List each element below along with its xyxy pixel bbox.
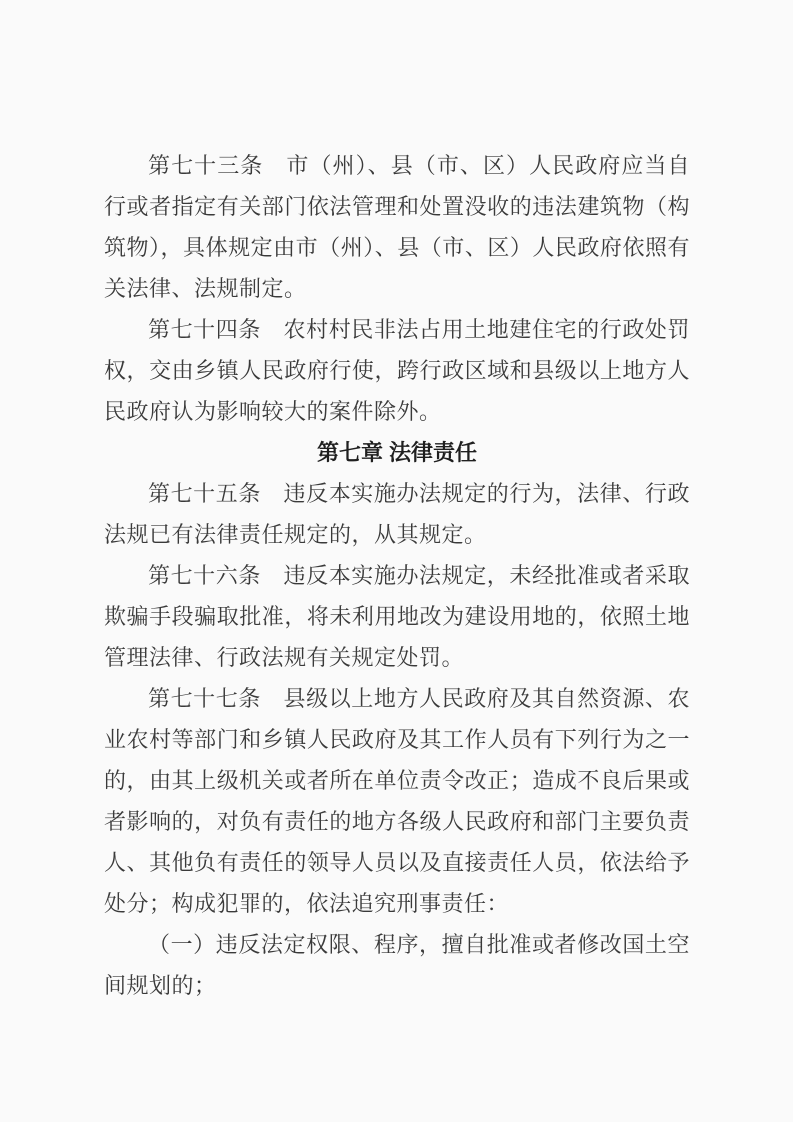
article-77-item-1: （一）违反法定权限、程序，擅自批准或者修改国土空间规划的； [104,932,690,998]
article-76: 第七十六条 违反本实施办法规定，未经批准或者采取欺骗手段骗取批准，将未利用地改为建设用地的，依照土地管理法律、行政法规有关规定处罚。 [104,563,690,670]
chapter-7-heading: 第七章 法律责任 [316,440,478,465]
article-73: 第七十三条 市（州）、县（市、区）人民政府应当自行或者指定有关部门依法管理和处置没收的违法建筑物（构筑物），具体规定由市（州）、县（市、区）人民政府依照有关法律、法规制定。 [104,153,690,301]
document-content [104,145,690,1006]
article-75: 第七十五条 违反本实施办法规定的行为，法律、行政法规已有法律责任规定的，从其规定。 [104,481,690,547]
article-74: 第七十四条 农村村民非法占用土地建住宅的行政处罚权，交由乡镇人民政府行使，跨行政区域和县级以上地方人民政府认为影响较大的案件除外。 [104,317,690,424]
article-77: 第七十七条 县级以上地方人民政府及其自然资源、农业农村等部门和乡镇人民政府及其工作人员有下列行为之一的，由其上级机关或者所在单位责令改正；造成不良后果或者影响的，对负有责任的地方各级人民政府和部门主要负责人、其他负有责任的领导人员以及直接责任人员，依法给予处分；构成犯罪的，依法追究刑事责任： [104,686,690,916]
